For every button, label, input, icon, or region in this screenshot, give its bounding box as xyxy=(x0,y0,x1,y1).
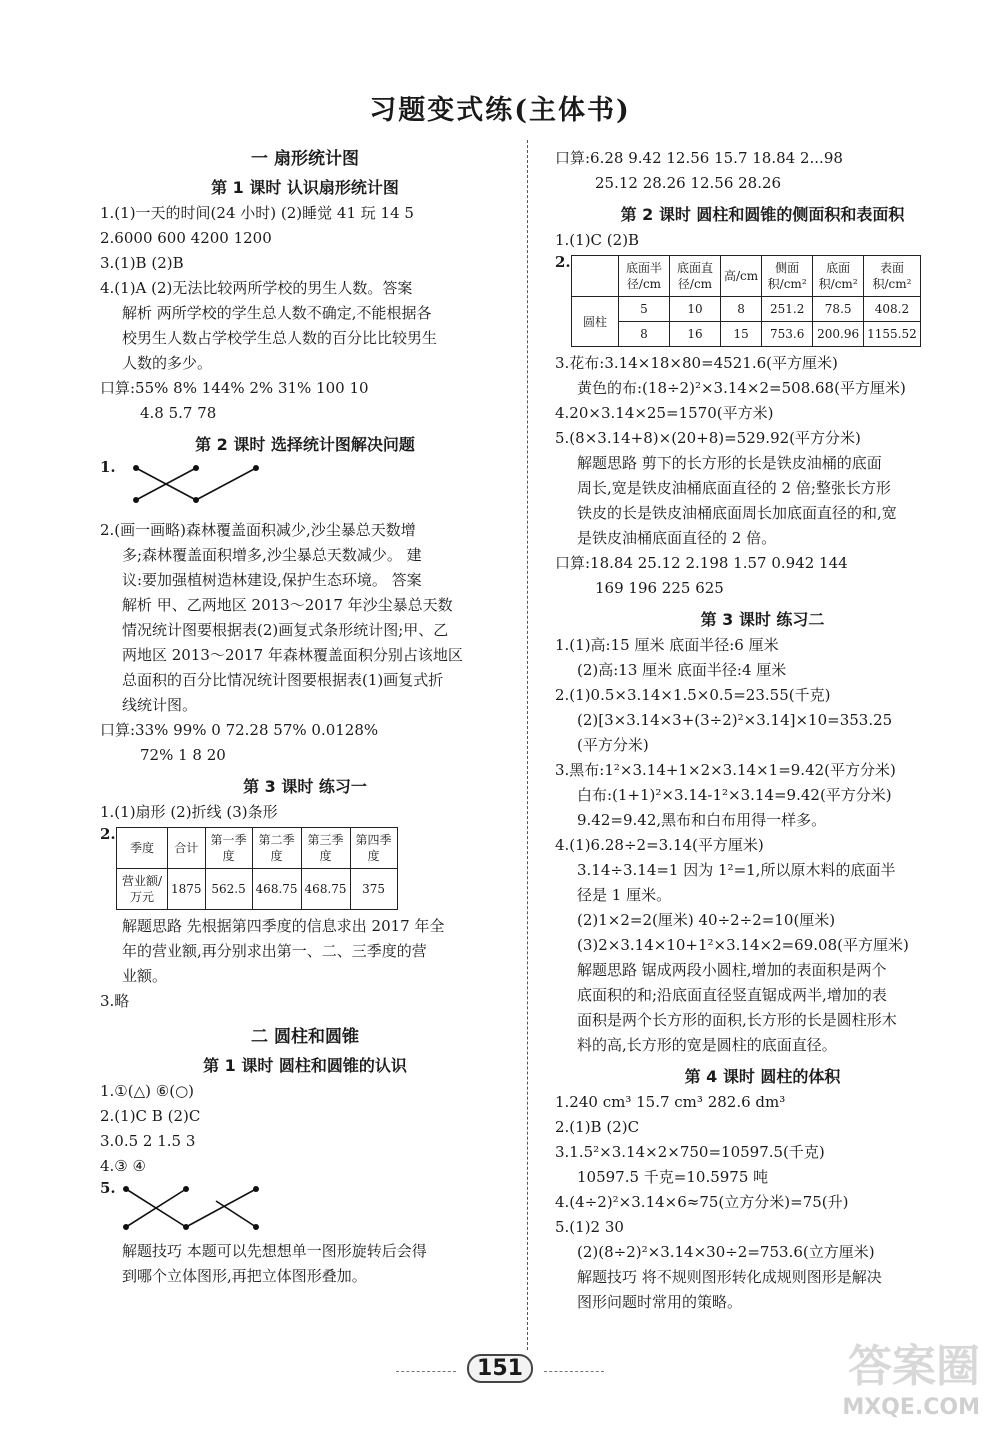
table-corner xyxy=(572,256,619,297)
table-cell: 468.75 xyxy=(252,869,301,910)
table-header: 合计 xyxy=(168,828,206,869)
table-cell: 16 xyxy=(670,322,721,347)
answer-line: 9.42=9.42,黑布和白布用得一样多。 xyxy=(577,811,827,829)
table-cell: 408.2 xyxy=(864,297,921,322)
right-column xyxy=(555,146,970,1315)
answer-line: 底面积的和;沿底面直径竖直锯成两半,增加的表 xyxy=(577,986,887,1004)
table-header: 表面积/cm² xyxy=(864,256,921,297)
answer-line: 2.(1)0.5×3.14×1.5×0.5=23.55(千克) xyxy=(555,686,831,704)
answer-line: 白布:(1+1)²×3.14-1²×3.14=9.42(平方分米) xyxy=(577,786,892,804)
answer-line: 72% 1 8 20 xyxy=(140,746,226,764)
answer-line: 1.(1)扇形 (2)折线 (3)条形 xyxy=(100,803,278,821)
lesson-title: 第 1 课时 认识扇形统计图 xyxy=(211,178,399,197)
answer-line: 3.(1)B (2)B xyxy=(100,254,184,272)
answer-line: 口算:55% 8% 144% 2% 31% 100 10 xyxy=(100,379,369,397)
lesson-title: 第 2 课时 选择统计图解决问题 xyxy=(195,435,415,454)
table-row-label: 圆柱 xyxy=(572,297,619,347)
table-cell: 8 xyxy=(619,322,670,347)
answer-line: 口算:6.28 9.42 12.56 15.7 18.84 2...98 xyxy=(555,149,843,167)
answer-line: 1.①(△) ⑥(○) xyxy=(100,1082,195,1100)
answer-line: 3.花布:3.14×18×80=4521.6(平方厘米) xyxy=(555,354,838,372)
watermark-logo: 答案圈 xyxy=(848,1341,980,1392)
lesson-title: 第 3 课时 练习一 xyxy=(243,777,367,796)
answer-line: 口算:18.84 25.12 2.198 1.57 0.942 144 xyxy=(555,554,848,572)
table-cell: 1155.52 xyxy=(864,322,921,347)
answer-line: 4.8 5.7 78 xyxy=(140,404,217,422)
matching-diagram xyxy=(100,458,510,518)
answer-line: 2.(画一画略)森林覆盖面积减少,沙尘暴总天数增 xyxy=(100,521,416,539)
answer-line: 1.(1)C (2)B xyxy=(555,231,640,249)
answer-line: (2)1×2=2(厘米) 40÷2÷2=10(厘米) xyxy=(577,911,836,929)
answer-line: 两地区 2013～2017 年森林覆盖面积分别占该地区 xyxy=(122,646,463,664)
footer-rule xyxy=(396,1371,456,1372)
page-number: 151 xyxy=(467,1354,533,1383)
answer-line: 2.(1)B (2)C xyxy=(555,1118,640,1136)
table-header: 季度 xyxy=(117,828,168,869)
answer-line: 议:要加强植树造林建设,保护生态环境。 答案 xyxy=(122,571,422,589)
answer-line: 10597.5 千克=10.5975 吨 xyxy=(577,1168,769,1186)
answer-line: 总面积的百分比情况统计图要根据表(1)画复式折 xyxy=(122,671,444,689)
answer-line: 口算:33% 99% 0 72.28 57% 0.0128% xyxy=(100,721,379,739)
column-divider xyxy=(527,140,528,1350)
question-number: 2. xyxy=(100,825,116,843)
answer-line: 解题技巧 本题可以先想想单一图形旋转后会得 xyxy=(122,1242,427,1260)
answer-line: 面积是两个长方形的面积,长方形的长是圆柱形木 xyxy=(577,1011,897,1029)
unit-title: 二 圆柱和圆锥 xyxy=(251,1027,359,1047)
cylinder-table-block xyxy=(555,253,970,351)
revenue-table-block xyxy=(100,825,510,914)
table-cell: 78.5 xyxy=(813,297,864,322)
lesson-title: 第 4 课时 圆柱的体积 xyxy=(684,1067,841,1086)
table-cell: 251.2 xyxy=(762,297,813,322)
question-number: 2. xyxy=(555,253,571,271)
answer-line: 线统计图。 xyxy=(122,696,198,714)
answer-line: 业额。 xyxy=(122,967,168,985)
table-header: 侧面积/cm² xyxy=(762,256,813,297)
answer-line: 4.(4÷2)²×3.14×6≈75(立方分米)=75(升) xyxy=(555,1193,849,1211)
answer-line: 解析 甲、乙两地区 2013～2017 年沙尘暴总天数 xyxy=(122,596,453,614)
table-cell: 200.96 xyxy=(813,322,864,347)
answer-line: 黄色的布:(18÷2)²×3.14×2=508.68(平方厘米) xyxy=(577,379,906,397)
answer-line: 是铁皮油桶底面直径的 2 倍。 xyxy=(577,529,777,547)
answer-line: 1.(1)高:15 厘米 底面半径:6 厘米 xyxy=(555,636,779,654)
answer-line: 4.③ ④ xyxy=(100,1157,146,1175)
answer-line: 3.1.5²×3.14×2×750=10597.5(千克) xyxy=(555,1143,825,1161)
table-header: 底面半径/cm xyxy=(619,256,670,297)
answer-line: 4.(1)6.28÷2=3.14(平方厘米) xyxy=(555,836,764,854)
table-cell: 562.5 xyxy=(205,869,252,910)
table-cell: 1875 xyxy=(168,869,206,910)
answer-line: 4.20×3.14×25=1570(平方米) xyxy=(555,404,774,422)
answer-line: 3.黑布:1²×3.14+1×2×3.14×1=9.42(平方分米) xyxy=(555,761,896,779)
table-header: 第四季度 xyxy=(350,828,397,869)
footer-rule xyxy=(544,1371,604,1372)
table-cell: 753.6 xyxy=(762,322,813,347)
answer-line: 解析 两所学校的学生总人数不确定,不能根据各 xyxy=(122,304,432,322)
matching-diagram xyxy=(100,1179,510,1239)
answer-line: 年的营业额,再分别求出第一、二、三季度的营 xyxy=(122,942,427,960)
answer-line: 周长,宽是铁皮油桶底面直径的 2 倍;整张长方形 xyxy=(577,479,891,497)
table-cell: 5 xyxy=(619,297,670,322)
question-number: 1. xyxy=(100,458,116,476)
answer-line: 解题思路 锯成两段小圆柱,增加的表面积是两个 xyxy=(577,961,887,979)
answer-line: 径是 1 厘米。 xyxy=(577,886,672,904)
answer-line: 2.6000 600 4200 1200 xyxy=(100,229,272,247)
matching-lines-svg xyxy=(116,1179,276,1239)
answer-line: 校男生人数占学校学生总人数的百分比比较男生 xyxy=(122,329,438,347)
answer-line: 解题思路 先根据第四季度的信息求出 2017 年全 xyxy=(122,917,445,935)
revenue-table xyxy=(116,827,398,910)
answer-line: 图形问题时常用的策略。 xyxy=(577,1293,743,1311)
table-cell: 468.75 xyxy=(301,869,350,910)
left-column xyxy=(100,140,510,1289)
answer-line: 5.(8×3.14+8)×(20+8)=529.92(平方分米) xyxy=(555,429,861,447)
table-header: 第二季度 xyxy=(252,828,301,869)
answer-line: 25.12 28.26 12.56 28.26 xyxy=(595,174,782,192)
answer-line: (2)高:13 厘米 底面半径:4 厘米 xyxy=(577,661,787,679)
answer-line: 情况统计图要根据表(2)画复式条形统计图;甲、乙 xyxy=(122,621,449,639)
question-number: 5. xyxy=(100,1179,116,1197)
answer-line: 料的高,长方形的宽是圆柱的底面直径。 xyxy=(577,1036,837,1054)
cylinder-table xyxy=(571,255,921,347)
answer-line: (3)2×3.14×10+1²×3.14×2=69.08(平方厘米) xyxy=(577,936,909,954)
table-header: 底面直径/cm xyxy=(670,256,721,297)
lesson-title: 第 2 课时 圆柱和圆锥的侧面积和表面积 xyxy=(620,205,905,224)
answer-line: 到哪个立体图形,再把立体图形叠加。 xyxy=(122,1267,367,1285)
answer-line: (2)[3×3.14×3+(3÷2)²×3.14]×10=353.25 xyxy=(577,711,893,729)
matching-lines-svg xyxy=(116,458,276,518)
lesson-title: 第 3 课时 练习二 xyxy=(700,610,825,629)
table-cell: 15 xyxy=(721,322,762,347)
answer-line: 3.14÷3.14=1 因为 1²=1,所以原木料的底面半 xyxy=(577,861,896,879)
page-title: 习题变式练(主体书) xyxy=(369,95,631,126)
answer-line: 3.略 xyxy=(100,992,130,1010)
answer-line: 5.(1)2 30 xyxy=(555,1218,624,1236)
watermark-url: MXQE.COM xyxy=(842,1395,980,1420)
answer-line: 铁皮的长是铁皮油桶底面周长加底面直径的和,宽 xyxy=(577,504,897,522)
answer-line: 3.0.5 2 1.5 3 xyxy=(100,1132,196,1150)
answer-line: 解题思路 剪下的长方形的长是铁皮油桶的底面 xyxy=(577,454,882,472)
answer-line: 人数的多少。 xyxy=(122,354,213,372)
answer-line: 4.(1)A (2)无法比较两所学校的男生人数。答案 xyxy=(100,279,413,297)
table-cell: 375 xyxy=(350,869,397,910)
table-cell: 10 xyxy=(670,297,721,322)
answer-line: 169 196 225 625 xyxy=(595,579,724,597)
lesson-title: 第 1 课时 圆柱和圆锥的认识 xyxy=(203,1056,407,1075)
answer-line: 1.240 cm³ 15.7 cm³ 282.6 dm³ xyxy=(555,1093,786,1111)
answer-line: (2)(8÷2)²×3.14×30÷2=753.6(立方厘米) xyxy=(577,1243,875,1261)
table-header: 底面积/cm² xyxy=(813,256,864,297)
table-header: 第三季度 xyxy=(301,828,350,869)
answer-line: (平方分米) xyxy=(577,736,649,754)
table-header: 高/cm xyxy=(721,256,762,297)
table-row-label: 营业额/万元 xyxy=(117,869,168,910)
answer-line: 解题技巧 将不规则图形转化成规则图形是解决 xyxy=(577,1268,882,1286)
table-header: 第一季度 xyxy=(205,828,252,869)
answer-line: 多;森林覆盖面积增多,沙尘暴总天数减少。 建 xyxy=(122,546,422,564)
answer-line: 2.(1)C B (2)C xyxy=(100,1107,201,1125)
table-cell: 8 xyxy=(721,297,762,322)
unit-title: 一 扇形统计图 xyxy=(251,149,359,169)
answer-line: 1.(1)一天的时间(24 小时) (2)睡觉 41 玩 14 5 xyxy=(100,204,414,222)
